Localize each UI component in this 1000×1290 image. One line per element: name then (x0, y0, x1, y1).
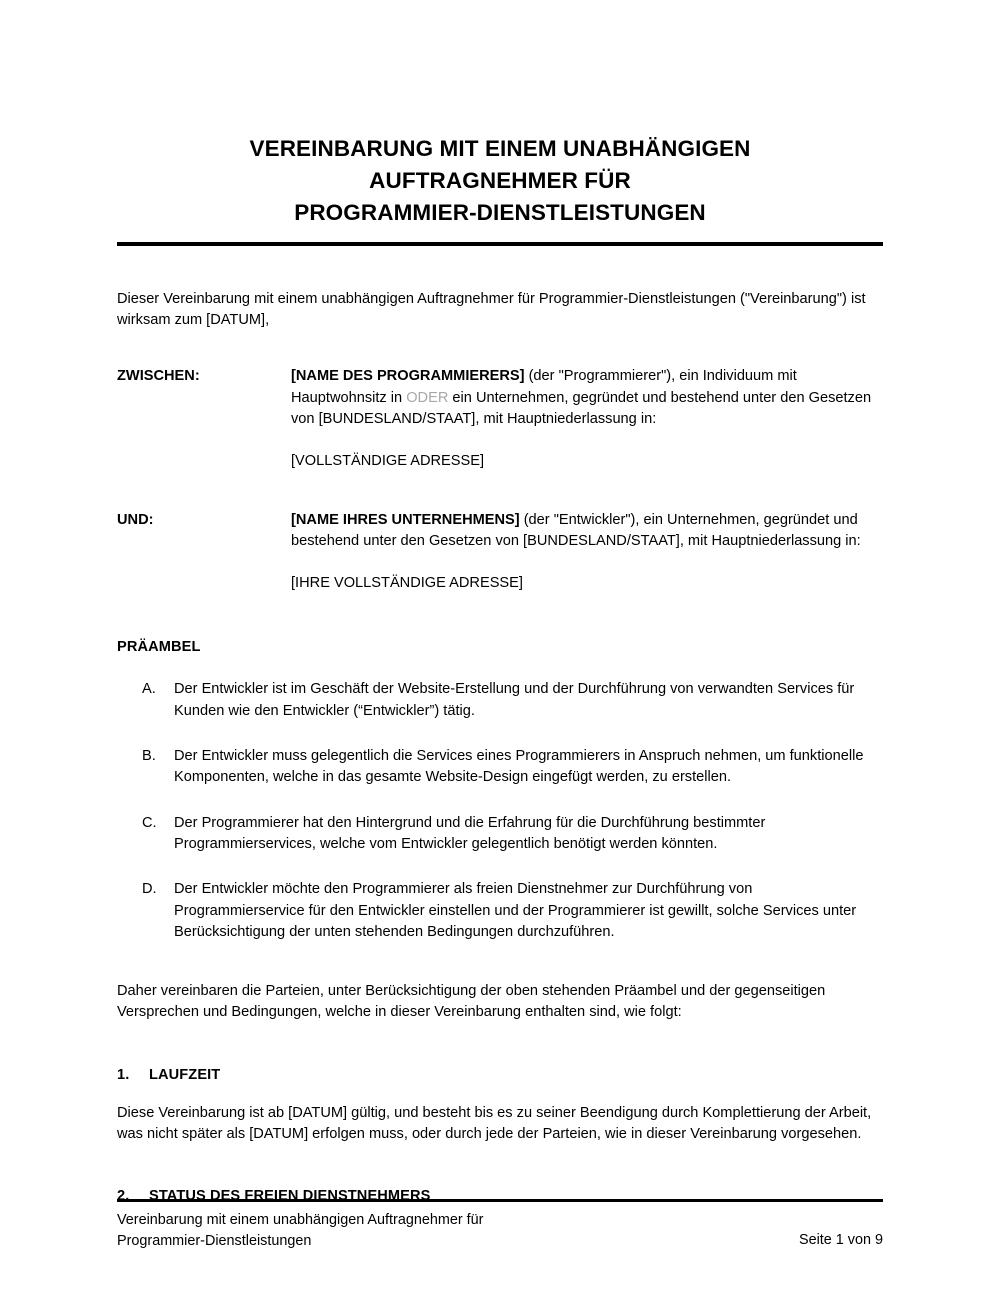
party-text-after-oder: ein Unternehmen, gegründet und bestehend unter den Gesetzen von [BUNDESLAND/STAAT], mit Hauptniederlassung in: (291, 389, 872, 427)
page-title-line-2: AUFTRAGNEHMER FÜR (369, 167, 631, 193)
intro-paragraph: Dieser Vereinbarung mit einem unabhängigen Auftragnehmer für Programmier-Dienstleistungen ("Vereinbarung") ist wirksam zum [DATUM], (117, 290, 866, 329)
party-name-programmer: [NAME DES PROGRAMMIERERS] (291, 368, 525, 385)
party-label-und: UND: (117, 511, 154, 528)
oder-placeholder: ODER (406, 389, 449, 406)
footer-page-number: Seite 1 von 9 (798, 1231, 883, 1248)
list-item-marker: C. (142, 814, 157, 831)
list-item (117, 679, 883, 722)
party-description-programmer (291, 366, 883, 430)
section-heading-1 (117, 1067, 883, 1083)
section-body-1: Diese Vereinbarung ist ab [DATUM] gültig, und besteht bis es zu seiner Beendigung durch Komplettierung der Arbeit, was nicht später als [DATUM] erfolgen muss, oder durch jede der Parteien, wie in dieser Vereinbarung vorgesehen. (117, 1104, 872, 1143)
party-text-before-oder: (der "Programmierer"), ein Individuum mit Hauptwohnsitz in (291, 368, 797, 406)
list-item-text: Der Entwickler ist im Geschäft der Website-Erstellung und der Durchführung von verwandten Services für Kunden wie den Entwickler (“Entwickler”) tätig. (174, 681, 855, 719)
list-item-marker: A. (142, 681, 156, 698)
footer-content (117, 1210, 883, 1252)
list-item (117, 746, 883, 789)
preamble-heading: PRÄAMBEL (117, 639, 201, 656)
party-block-developer (117, 510, 883, 595)
list-item-text: Der Programmierer hat den Hintergrund und die Erfahrung für die Durchführung bestimmter Programmierservices, welche vom Entwickler gelegentlich benötigt werden könnten. (174, 814, 766, 852)
list-item (117, 813, 883, 856)
section-title-2: STATUS DES FREIEN DIENSTNEHMERS (149, 1188, 431, 1205)
footer-divider (117, 1199, 883, 1202)
section-number-1: 1. (117, 1066, 130, 1083)
closing-paragraph: Daher vereinbaren die Parteien, unter Berücksichtigung der oben stehenden Präambel und der gegenseitigen Versprechen und Bedingungen, welche in dieser Vereinbarung enthalten sind, wie folgt: (117, 983, 826, 1021)
party-block-programmer (117, 366, 883, 472)
list-item-text: Der Entwickler möchte den Programmierer als freien Dienstnehmer zur Durchführung von Programmierservice für den Entwickler einstellen und der Programmierer ist gewillt, solche Services unter Berücksichtigung der unten stehenden Bedingungen durchzuführen. (174, 881, 857, 940)
page-footer (117, 1199, 883, 1252)
party-address-programmer: [VOLLSTÄNDIGE ADRESSE] (291, 453, 485, 470)
preamble-list (117, 679, 883, 943)
party-body-programmer (291, 366, 883, 472)
list-item (117, 879, 883, 943)
list-item-text: Der Entwickler muss gelegentlich die Services eines Programmierers in Anspruch nehmen, um funktionelle Komponenten, welche in das gesamte Website-Design eingefügt werden, zu erstellen. (174, 748, 864, 786)
page-title-line-1: VEREINBARUNG MIT EINEM UNABHÄNGIGEN (249, 136, 751, 161)
page-title (117, 0, 883, 229)
section-number-2: 2. (117, 1188, 130, 1205)
list-item-marker: D. (142, 881, 157, 898)
party-address-developer: [IHRE VOLLSTÄNDIGE ADRESSE] (291, 575, 523, 592)
footer-title-line-2: Programmier-Dienstleistungen (117, 1232, 312, 1249)
party-name-developer: [NAME IHRES UNTERNEHMENS] (291, 511, 520, 528)
title-divider (117, 242, 883, 246)
party-label-zwischen: ZWISCHEN: (117, 368, 200, 385)
list-item-marker: B. (142, 748, 156, 765)
section-title-1: LAUFZEIT (149, 1066, 221, 1083)
footer-title-line-1: Vereinbarung mit einem unabhängigen Auftragnehmer für (117, 1211, 484, 1228)
page-title-line-3: PROGRAMMIER-DIENSTLEISTUNGEN (294, 199, 706, 225)
party-text-developer: (der "Entwickler"), ein Unternehmen, gegründet und bestehend unter den Gesetzen von [BUNDESLAND/STAAT], mit Hauptniederlassung in: (291, 511, 861, 549)
footer-document-title (117, 1210, 483, 1252)
party-body-developer (291, 510, 883, 595)
party-description-developer (291, 510, 883, 553)
